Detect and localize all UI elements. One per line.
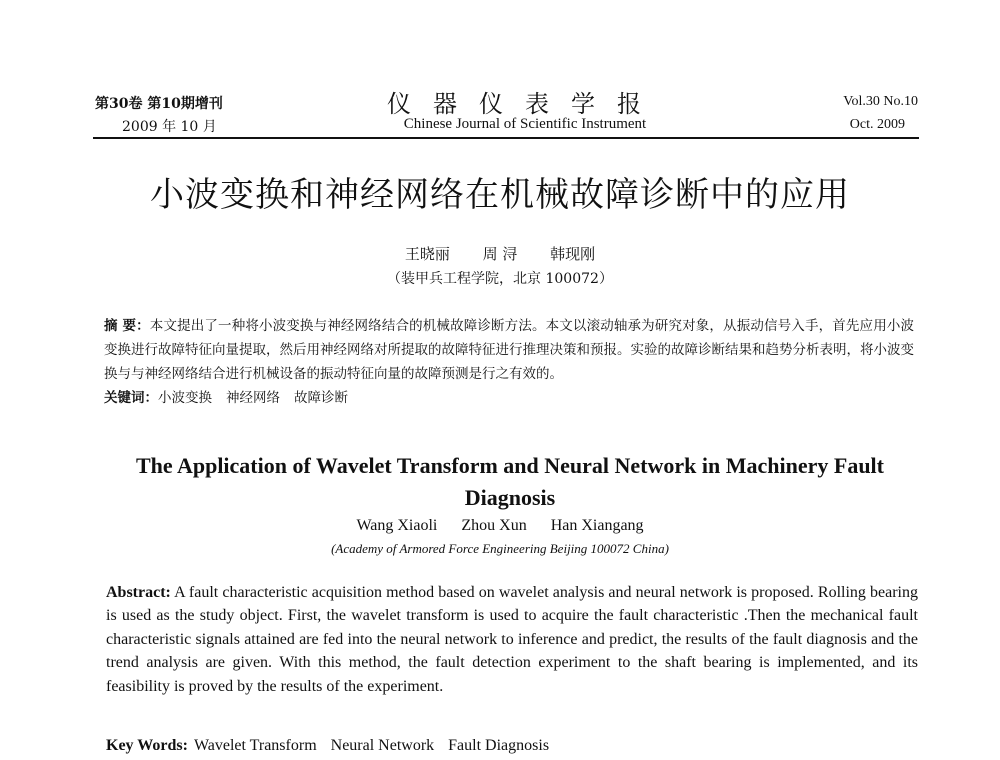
abstract-label-en: Abstract: [106,584,171,601]
keyword-cn: 神经网络 [226,390,280,406]
keywords-label-cn: 关键词： [104,390,158,406]
keyword-cn: 小波变换 [158,390,212,406]
abstract-text-cn: 本文提出了一种将小波变换与神经网络结合的机械故障诊断方法。本文以滚动轴承为研究对象，从振动信号入手，首先应用小波变换进行故障特征向量提取，然后用神经网络对所提取的故障特征进行推理决策和预报。实验的故障诊断结果和趋势分析表明，将小波变换与与神经网络结合进行机械设备的振动特征向量的故障预测是行之有效的。 [104,318,914,382]
author-cn: 周 浔 [482,245,518,263]
author-cn: 韩现刚 [550,245,596,263]
keyword-cn: 故障诊断 [294,390,348,406]
title-cn: 小波变换和神经网络在机械故障诊断中的应用 [150,175,850,215]
keywords-cn [104,386,914,406]
journal-title-cn: 仪器仪表学报 [387,90,663,118]
keyword-en: Fault Diagnosis [448,737,550,754]
header-rule [93,137,919,139]
authors-cn [0,243,1000,264]
author-en: Zhou Xun [461,517,527,534]
vol-no-en: Vol.30 No.10 [843,94,918,109]
affiliation-en: (Academy of Armored Force Engineering Beijing 100072 China) [331,541,669,556]
keywords-en [106,737,918,755]
author-en: Han Xiangang [550,517,644,534]
authors-en [0,517,1000,535]
abstract-en [106,581,918,698]
abstract-cn [104,314,914,386]
keywords-label-en: Key Words: [106,737,188,754]
journal-title-en: Chinese Journal of Scientific Instrument [403,116,647,132]
date-cn: 2009 年 10 月 [122,119,217,135]
affiliation-cn: （装甲兵工程学院，北京 100072） [387,271,613,287]
keyword-en: Neural Network [330,737,435,754]
author-cn: 王晓丽 [404,245,450,263]
abstract-text-en: A fault characteristic acquisition method based on wavelet analysis and neural network is proposed. Rolling bearing is used as the study object. First, the wavelet transform is used to acquire the fault characteristic .Then the mechanical fault characteristic signals attained are fed into the neural network to inference and predict, the results of the fault diagnosis and the trend analysis are given. With this method, the fault detection experiment to the shaft bearing is implemented, and its feasibility is proved by the results of the experiment. [106,584,919,695]
keyword-en: Wavelet Transform [193,737,317,754]
author-en: Wang Xiaoli [356,517,438,534]
title-en: The Application of Wavelet Transform and Neural Network in Machinery Fault Diagnosis [136,453,884,510]
volume-issue: 第30卷 第10期增刊 [95,96,223,112]
abstract-label-cn: 摘 要： [104,318,150,334]
date-en: Oct. 2009 [849,117,905,132]
